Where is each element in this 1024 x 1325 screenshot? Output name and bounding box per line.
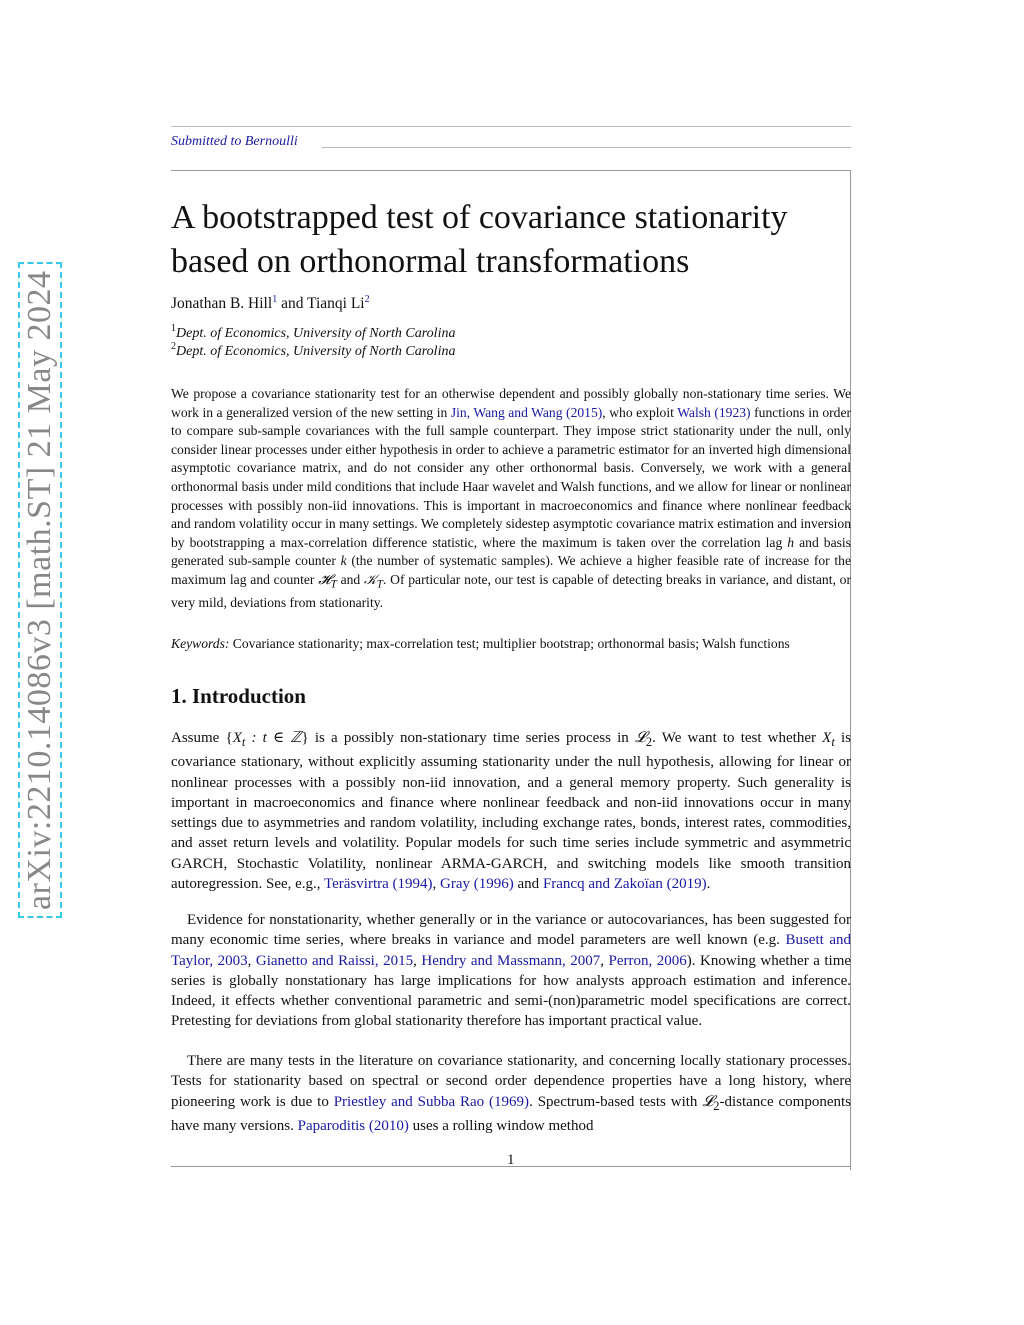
body-text: , [247,952,256,969]
body-text: , [432,876,441,893]
math-symbol: : t ∈ ℤ [245,730,302,746]
math-subscript: 2 [713,1098,720,1113]
intro-paragraph [171,1051,851,1136]
math-subscript: T [376,578,383,591]
math-subscript: t [241,735,246,749]
citation-link[interactable]: Jin, Wang and Wang (2015) [450,404,603,420]
affiliation-marker: 1 [171,323,176,334]
author-separator: and [277,295,308,312]
abstract-text: We propose a covariance stationarity test for an otherwise dependent and possibly globally non-stationary time series. We work in a generalized version of the new setting in [171,386,851,420]
citation-link[interactable]: Francq and Zakoïan (2019) [542,876,707,893]
body-text: ). Knowing whether a time series is globally nonstationary has large implications for how analysts approach estimation and inference. Indeed, it effects whether conventional parametric and semi-(non)parametric model specifications are correct. Pretesting for deviations from global stationarity therefore has important practical value. [171,952,852,1030]
body-text: Assume { [171,730,233,746]
intro-paragraph [171,728,851,894]
citation-link[interactable]: Paparoditis (2010) [297,1117,409,1134]
affiliation-text: Dept. of Economics, University of North Carolina [176,344,456,359]
arxiv-identifier-link[interactable]: arXiv:2210.14086v3 [math.ST] 21 May 2024 [18,263,62,919]
keywords [171,636,861,652]
math-subscript: T [330,578,337,591]
math-symbol: h [787,534,795,550]
citation-link[interactable]: Teräsvirtra (1994) [324,876,433,893]
title-line-2: based on orthonormal transformations [171,243,690,280]
affiliation-link[interactable]: 1 [272,294,278,305]
abstract [171,385,851,613]
body-text: , [413,952,422,969]
author-name: Tianqi Li [307,295,365,312]
citation-link[interactable]: Gianetto and Raissi, 2015 [255,952,414,969]
affiliation-marker: 2 [171,341,176,352]
keywords-text: Covariance stationarity; max-correlation test; multiplier bootstrap; orthonormal basis; Walsh functions [229,636,790,651]
affiliation [171,341,456,360]
citation-link[interactable]: Walsh (1923) [677,404,751,420]
math-symbol: 𝓛 [634,730,646,746]
body-text: uses a rolling window method [408,1117,594,1134]
abstract-text: . Of particular note, our test is capable of detecting breaks in variance, and distant, or very mild, deviations from stationarity. [171,571,851,611]
title-line-1: A bootstrapped test of covariance stationarity [171,199,788,236]
keywords-label: Keywords: [171,636,230,651]
body-text: . [706,876,711,893]
citation-link[interactable]: Perron, 2006 [608,952,687,969]
header-bottom-rule [322,147,851,148]
math-subscript: 2 [645,735,653,749]
affiliation-link[interactable]: 2 [364,294,370,305]
math-symbol: X [232,730,242,746]
body-text: -distance components have many versions. [171,1093,851,1134]
author-list [171,295,370,313]
citation-link[interactable]: Priestley and Subba Rao (1969) [333,1093,530,1110]
author-name: Jonathan B. Hill [171,295,273,312]
math-symbol: 𝓗 [318,571,331,587]
body-text: } is a possibly non-stationary time series process in [301,730,635,746]
body-text: . We want to test whether [652,730,823,746]
citation-link[interactable]: Busett and Taylor, 2003 [171,932,851,969]
section-heading: 1. Introduction [171,684,306,708]
body-text: and [513,876,543,893]
math-symbol: 𝒦 [364,571,377,587]
abstract-text: , who exploit [602,404,678,420]
body-text: Evidence for nonstationarity, whether generally or in the variance or autocovariances, has been suggested for many economic time series, where breaks in variance and model parameters are well known (e.g. [171,912,851,949]
body-text: There are many tests in the literature on covariance stationarity, and concerning locally stationary processes. Tests for stationarity based on spectral or second order dependence properties have a long history, where pioneering work is due to [171,1053,851,1110]
body-text: , [600,952,609,969]
math-subscript: t [831,735,835,749]
citation-link[interactable]: Gray (1996) [440,876,514,893]
body-text: . Spectrum-based tests with [529,1093,703,1110]
math-symbol: k [340,553,347,569]
affiliation [171,323,456,342]
page-number: 1 [507,1152,515,1168]
journal-name[interactable]: Submitted to Bernoulli [171,134,298,149]
affiliation-text: Dept. of Economics, University of North Carolina [176,326,456,341]
abstract-text: and basis generated sub-sample counter [171,534,851,569]
math-symbol: X [822,730,832,746]
header-top-rule [171,126,851,127]
math-symbol: 𝓛 [702,1093,714,1110]
citation-link[interactable]: Hendry and Massmann, 2007 [421,952,601,969]
intro-paragraph [171,910,851,1032]
abstract-text: (the number of systematic samples). We achieve a higher feasible rate of increase for the maximum lag and counter [171,553,851,587]
abstract-text: and [336,571,364,587]
abstract-text: functions in order to compare sub-sample covariances with the full sample counterpart. They impose strict stationarity under the null, only consider linear processes under either hypothesis in order to achieve a parametric estimator for an inverted high dimensional asymptotic covariance matrix, and do not consider any other orthonormal basis. Conversely, we work with a general orthonormal basis under mild conditions that include Haar wavelet and Walsh functions, and we allow for linear or nonlinear processes with possibly non-iid innovations. This is important in macroeconomics and finance where nonlinear feedback and random volatility occur in many settings. We completely sidestep asymptotic covariance matrix estimation and inversion by bootstrapping a max-correlation difference statistic, where the maximum is taken over the correlation lag [171,404,852,550]
body-text: is covariance stationary, without explicitly assuming stationarity under the null hypothesis, allowing for linear or nonlinear processes with a possibly non-iid innovation, and a general memory property. Such generality is important in macroeconomics and finance where nonlinear feedback and non-iid innovations occur in many settings due to asymmetries and random volatility, including exchange rates, bonds, interest rates, commodities, and asset return levels and volatility. Popular models for such time series include symmetric and asymmetric GARCH, Stochastic Volatility, nonlinear ARMA-GARCH, and switching models like smooth transition autoregression. See, e.g., [171,730,851,893]
paper-title [171,196,851,284]
